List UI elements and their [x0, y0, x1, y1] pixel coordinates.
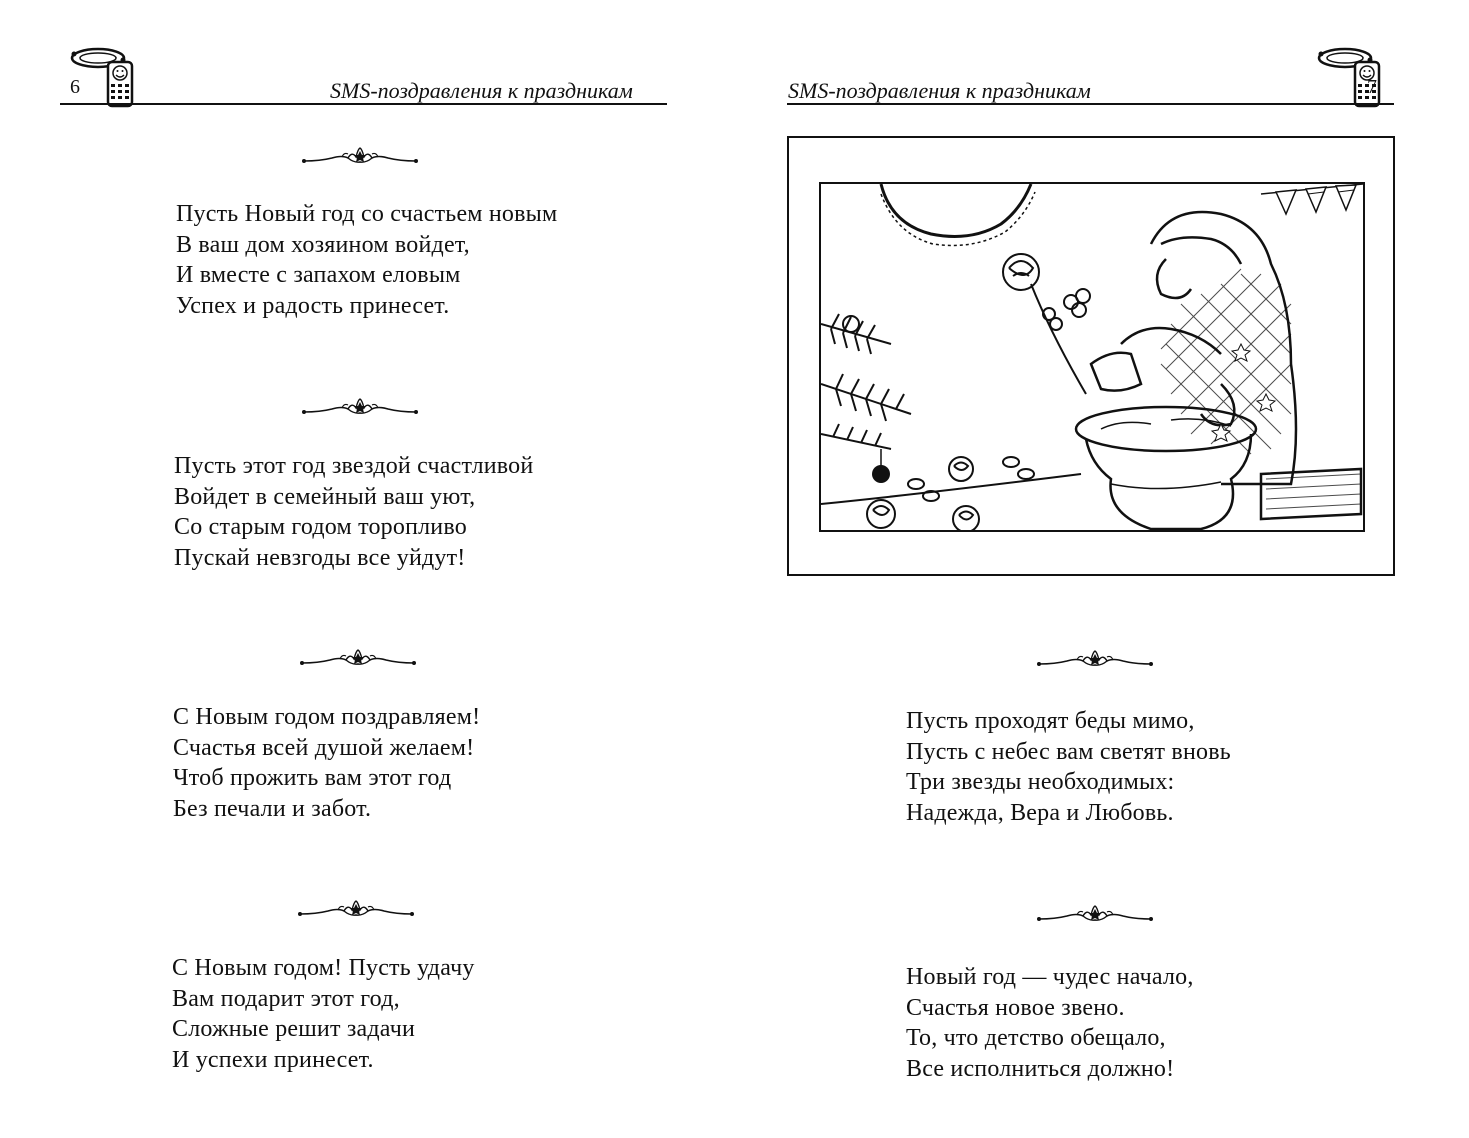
verse-line: Войдет в семейный ваш уют,: [174, 483, 476, 510]
header-rule: [787, 103, 1394, 105]
verse-line: Пусть проходят беды мимо,: [906, 708, 1195, 734]
verse-line: Счастья новое звено.: [906, 994, 1125, 1021]
verse-line: И вместе с запахом еловым: [176, 262, 461, 288]
left-page: [0, 0, 734, 1138]
verse-line: С Новым годом поздравляем!: [173, 704, 481, 730]
running-title: SMS-поздравления к праздникам: [788, 78, 1091, 103]
verse-6: [906, 962, 1194, 1084]
verse-line: Надежда, Вера и Любовь.: [906, 799, 1174, 826]
page-number: 7: [1367, 76, 1377, 98]
verse-3: [173, 702, 480, 824]
verse-5: [906, 706, 1231, 828]
verse-line: То, что детство обещало,: [906, 1025, 1166, 1051]
right-page: [735, 0, 1469, 1138]
verse-1: [176, 199, 557, 321]
verse-line: Успех и радость принесет.: [176, 292, 450, 319]
verse-line: Пусть с небес вам светят вновь: [906, 738, 1231, 765]
floral-ornament-icon: [296, 898, 416, 922]
verse-line: Пусть Новый год со счастьем новым: [176, 201, 558, 227]
verse-line: Сложные решит задачи: [172, 1016, 416, 1042]
verse-line: И успехи принесет.: [172, 1046, 374, 1073]
running-title: SMS-поздравления к праздникам: [330, 78, 633, 103]
page-number: 6: [70, 76, 80, 98]
verse-line: Вам подарит этот год,: [172, 985, 400, 1012]
verse-4: [172, 953, 475, 1075]
header-rule: [60, 103, 667, 105]
floral-ornament-icon: [300, 145, 420, 169]
verse-line: Новый год — чудес начало,: [906, 964, 1194, 990]
verse-line: С Новым годом! Пусть удачу: [172, 955, 475, 981]
floral-ornament-icon: [1035, 648, 1155, 672]
verse-line: Счастья всей душой желаем!: [173, 734, 475, 761]
floral-ornament-icon: [300, 396, 420, 420]
verse-line: В ваш дом хозяином войдет,: [176, 231, 470, 258]
smiling-phone-icon: [1315, 40, 1385, 110]
verse-line: Чтоб прожить вам этот год: [173, 765, 452, 791]
verse-line: Со старым годом торопливо: [174, 514, 467, 540]
smiling-phone-icon: [68, 40, 138, 110]
verse-2: [174, 451, 533, 573]
verse-line: Все исполниться должно!: [906, 1055, 1175, 1082]
verse-line: Без печали и забот.: [173, 795, 372, 822]
verse-line: Три звезды необходимых:: [906, 769, 1175, 795]
santa-illustration: [819, 182, 1365, 532]
verse-line: Пускай невзгоды все уйдут!: [174, 544, 466, 571]
illustration-frame: [787, 136, 1395, 576]
floral-ornament-icon: [1035, 903, 1155, 927]
floral-ornament-icon: [298, 647, 418, 671]
verse-line: Пусть этот год звездой счастливой: [174, 453, 534, 479]
